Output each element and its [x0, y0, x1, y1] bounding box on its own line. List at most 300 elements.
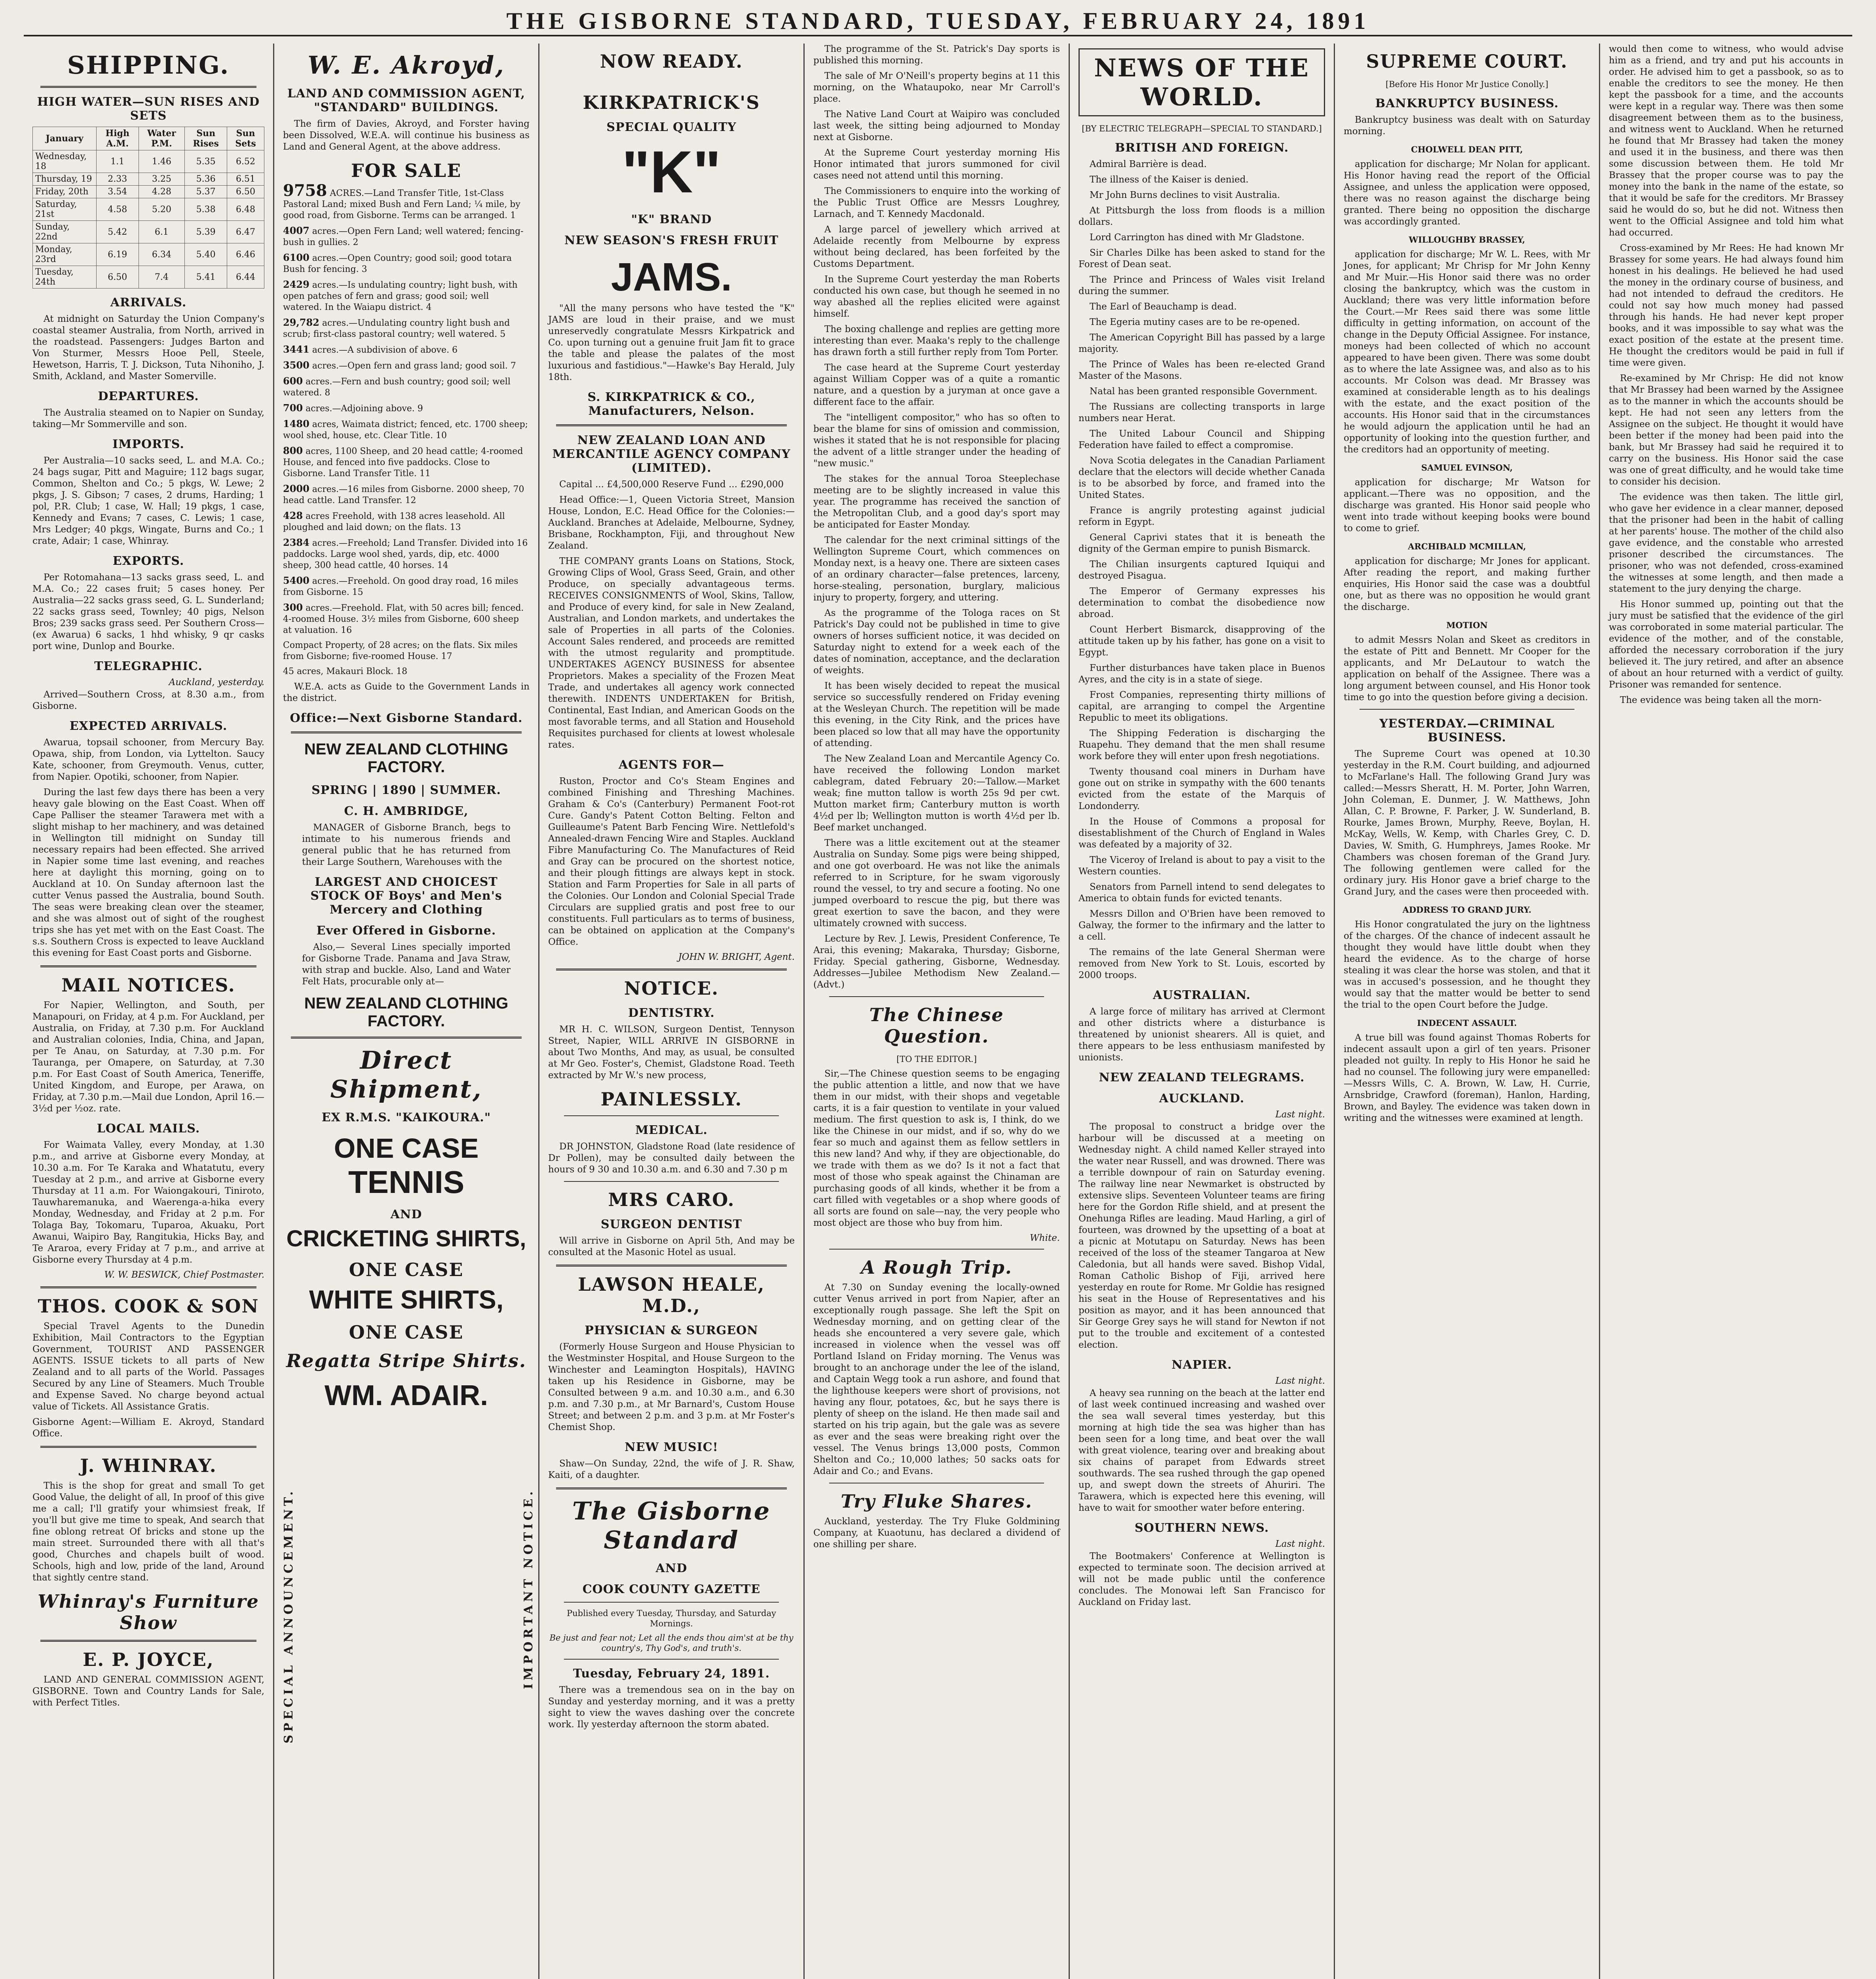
world-item: Lord Carrington has dined with Mr Gladstone.: [1090, 232, 1304, 243]
world-item: Natal has been granted responsible Government.: [1090, 386, 1318, 397]
listing-text: acres.—Freehold; Land Transfer. Divided into 16 paddocks. Large wool shed, yards, dip, etc. 4000 sheep, 300 head cattle, 40 horses. 14: [283, 538, 528, 570]
world-item: Sir Charles Dilke has been asked to stand for the Forest of Dean seat.: [1079, 248, 1325, 270]
tide-cell: 1.46: [139, 150, 185, 173]
news-item: At the Supreme Court yesterday morning His Honor intimated that jurors summoned for civil cases need not attend until this morning.: [813, 148, 1060, 181]
news-item: The boxing challenge and replies are getting more interesting than ever. Maaka's reply to the challenge has drawn forth a still further reply from Tom Porter.: [813, 324, 1060, 357]
divider: [40, 86, 256, 88]
clothing-heading: NEW ZEALAND CLOTHING FACTORY.: [304, 741, 509, 776]
world-item: At Pittsburgh the loss from floods is a million dollars.: [1079, 205, 1325, 227]
lawson-sub: PHYSICIAN & SURGEON: [585, 1324, 758, 1337]
case-text: application for discharge; Mr Jones for applicant. After reading the report, and making further enquiries, His Honor said the case was a doubtful one, but as there was no opposition he would grant the discharge.: [1344, 556, 1590, 612]
adair-label: WM. ADAIR.: [324, 1380, 488, 1411]
nzloan-office: Head Office:—1, Queen Victoria Street, Mansion House, London, E.C. Head Office for the Colonies:—Auckland. Branches at Adelaide, Melbourne, Sydney, Brisbane, Rockhampton, Fiji, and throughout New Zealand.: [548, 495, 795, 551]
tide-row: [33, 173, 264, 186]
listing-text: acres, 1100 Sheep, and 20 head cattle; 4-roomed House, and fenced into five paddocks. Close to Gisborne. Land Transfer Title. 11: [283, 446, 523, 479]
napier-dateline: Last night.: [1275, 1376, 1325, 1386]
divider: [556, 1487, 787, 1489]
listing-acreage: 700: [283, 402, 303, 414]
tide-cell: 6.44: [227, 266, 264, 289]
chinese-to-editor: [TO THE EDITOR.]: [896, 1054, 977, 1064]
divider: [291, 1037, 522, 1039]
listing-text: acres.—Fern and bush country; good soil; well watered. 8: [283, 377, 511, 398]
world-item: The Emperor of Germany expresses his determination to combat the disobedience now abroad.: [1079, 586, 1325, 619]
tide-cell: 6.52: [227, 150, 264, 173]
chinese-heading: The Chinese Question.: [869, 1004, 1004, 1047]
departures-heading: DEPARTURES.: [98, 389, 199, 403]
listing-acreage: 4007: [283, 225, 310, 236]
southern-dateline: Last night.: [1275, 1539, 1325, 1549]
news-item: As the programme of the Tologa races on St Patrick's Day could not be published in time to give owners of horses sufficient notice, it was decided on Saturday night to extend for a week each of the dates of nomination, acceptance, and the declaration of weights.: [813, 608, 1060, 676]
masthead: [24, 7, 1852, 36]
lawson-text: (Formerly House Surgeon and House Physician to the Westminster Hospital, and House Surgeon to the Winchester and Leamington Hospitals), HAVING taken up his Residence in Gisborne, may be Consulted between 9 a.m. and 10.30 a.m., and 6.30 p.m. and 7.30 p.m., at Mr Barnard's, Custom House Street; and between 2 p.m. and 3 p.m. at Mr Foster's Chemist Shop.: [548, 1342, 795, 1432]
indecent-text: A true bill was found against Thomas Roberts for indecent assault upon a girl of ten years. Prisoner pleaded not guilty. In reply to His Honor he said he had no counsel. The following jury were empanelled:—Messrs Wills, C. A. Brown, W. Law, H. Currie, Arnsbridge, Crawford (foreman), Hanlon, Harding, Brown, and Bayley. The evidence was taken down in writing and the witnesses were examined at length.: [1344, 1033, 1590, 1123]
world-item: The Russians are collecting transports in large numbers near Herat.: [1079, 402, 1325, 424]
exports-text: Per Rotomahana—13 sacks grass seed, L. and M.A. Co.; 22 cases fruit; 5 cases honey. Per Australia—22 sacks grass seed, G. L. Sunderland; 22 sacks grass seed, Townley; 40 pigs, Nelson Bros; 239 sacks grass seed. Per Southern Cross—(ex Awarua) 6 sacks, 1 hhd whisky, 9 qr casks port wine, Dunlop and Bourke.: [32, 572, 264, 651]
news-item: The calendar for the next criminal sittings of the Wellington Supreme Court, which commences on Monday next, is a heavy one. There are sixteen cases of an ordinary character—false pretences, larceny, horse-stealing, personation, burglary, malicious injury to property, forgery, and uttering.: [813, 535, 1060, 603]
whinray-signature: Whinray's Furniture Show: [38, 1591, 259, 1633]
direct-shipment-sub: EX R.M.S. "KAIKOURA.": [321, 1111, 491, 1124]
imports-text: Per Australia—10 sacks seed, L. and M.A. Co.; 24 bags sugar, Pitt and Maguire; 112 bags sugar, Common, Shelton and Co.; 5 pkgs, W. Lewe; 2 pkgs, J. S. Gibson; 7 cases, 2 drums, Harding; 1 pol, P.R. Club; 1 case, W. Hall; 19 pkgs, 1 case, Kennedy and Evans; 7 cases, C. Lewis; 1 case, Mrs Ledger; 40 pkgs, Wingate, Burns and Co.; 1 crate, Adair; 1 case, Whinray.: [32, 456, 264, 546]
world-item: France is angrily protesting against judicial reform in Egypt.: [1079, 505, 1325, 527]
land-listing: [283, 376, 530, 399]
tide-header-cell: Sun Rises: [185, 127, 227, 150]
tide-cell: 6.48: [227, 198, 264, 221]
divider: [40, 965, 256, 967]
now-ready-heading: NOW READY.: [600, 51, 743, 72]
world-item: The Earl of Beauchamp is dead.: [1090, 302, 1237, 312]
listing-acreage: 29,782: [283, 317, 319, 328]
tennis-label: TENNIS: [348, 1164, 465, 1200]
local-mails-heading: LOCAL MAILS.: [97, 1122, 200, 1136]
criminal-text: The Supreme Court was opened at 10.30 yesterday in the R.M. Court building, and adjourned to McFarlane's Hall. The following Grand Jury was called:—Messrs Sheratt, H. M. Porter, John Warren, John Coleman, E. Dunmer, J. W. Matthews, John Allan, C. P. Browne, F. Parker, J. W. Sunderland, B. Rourke, James Brown, Murphy, Reeve, Boylan, H. McKay, Wells, W. Kemp, with Charles Grey, C. D. Davies, W. Smith, G. Humphreys, James Rooke. Mr Chambers was chosen foreman of the Grand Jury. The following gentlemen were called for the ordinary jury. His Honor gave a brief charge to the Grand Jury, and the cases were then proceeded with.: [1344, 749, 1590, 897]
tide-cell: 6.34: [139, 243, 185, 266]
clothing-text: MANAGER of Gisborne Branch, begs to intimate to his numerous friends and general public that he has returned from their Large Southern, Warehouses with the: [302, 822, 511, 867]
joyce-text: LAND AND GENERAL COMMISSION AGENT, GISBORNE. Town and Country Lands for Sale, with Perfect Titles.: [32, 1675, 264, 1708]
news-item: The stakes for the annual Toroa Steeplechase meeting are to be slightly increased in value this year. The programme has received the sanction of the Metropolitan Club, and a good day's sport may be anticipated for Easter Monday.: [813, 474, 1060, 530]
nz-telegrams-heading: NEW ZEALAND TELEGRAMS.: [1099, 1071, 1305, 1084]
tide-row: [33, 243, 264, 266]
expected-text: Awarua, topsail schooner, from Mercury Bay. Opawa, ship, from London, via Lyttelton. Saucy Kate, schooner, from Greymouth. Venus, cutter, from Napier. Opotiki, schooner, from Napier.: [32, 737, 264, 782]
listing-acreage: 5400: [283, 575, 310, 586]
telegraphic-text: Arrived—Southern Cross, at 8.30 a.m., from Gisborne.: [32, 689, 264, 711]
mail-text: For Napier, Wellington, and South, per Manapouri, on Friday, at 4 p.m. For Auckland, per Australia, on Friday, at 7.30 p.m. For Auckland and Australian colonies, India, China, and Japan, per Te Anau, on Saturday, at 7.30 p.m. For Tauranga, per Omapere, on Saturday, at 7.30 p.m. For East Coast of South America, Teneriffe, United Kingdom, and Europe, per Arawa, on Friday, at 7.30 p.m.—Mail due London, April 16.—3½d per ½oz. rate.: [32, 1000, 264, 1114]
tide-cell: Friday, 20th: [33, 186, 97, 198]
divider: [40, 1446, 256, 1448]
paper-motto: Be just and fear not; Let all the ends thou aim'st at be thy country's, Thy God's, and truth's.: [549, 1633, 794, 1653]
clothing-manager: C. H. AMBRIDGE,: [344, 804, 469, 818]
listing-text: acres.—Is undulating country; light bush, with open patches of fern and grass; good soil; well watered. In the Waiapu district. 4: [283, 280, 518, 312]
cricketing-label: CRICKETING SHIRTS,: [286, 1226, 526, 1252]
tide-cell: 6.50: [97, 266, 139, 289]
departures-text: The Australia steamed on to Napier on Sunday, taking—Mr Sommerville and son.: [32, 408, 264, 429]
tide-row: [33, 198, 264, 221]
exports-heading: EXPORTS.: [112, 554, 184, 568]
divider: [829, 1249, 1044, 1250]
tide-cell: 5.35: [185, 150, 227, 173]
world-item: The Prince of Wales has been re-elected Grand Master of the Masons.: [1079, 359, 1325, 381]
listing-acreage: 2384: [283, 537, 310, 548]
divider: [556, 1265, 787, 1267]
vertical-banner-left: SPECIAL ANNOUNCEMENT.: [282, 1488, 296, 1743]
news-item: The "intelligent compositor," who has so often to bear the blame for sins of omission and commission, wishes it stated that he is not responsible for placing the advent of a little stranger under the heading of "new music.": [813, 412, 1060, 469]
land-listing: [283, 510, 530, 533]
listing-text: 45 acres, Makauri Block. 18: [283, 667, 408, 676]
tide-cell: 6.47: [227, 221, 264, 243]
news-item: It has been wisely decided to repeat the musical service so successfully rendered on Friday evening at the Wesleyan Church. The repetition will be made this evening, in the City Rink, and the prices have been placed so low that all may have the opportunity of attending.: [813, 681, 1060, 748]
world-item: The Chilian insurgents captured Iquiqui and destroyed Pisagua.: [1079, 559, 1325, 581]
nzloan-heading: NEW ZEALAND LOAN AND MERCANTILE AGENCY COMPANY (LIMITED).: [552, 433, 791, 475]
paper-date: Tuesday, February 24, 1891.: [573, 1667, 770, 1681]
joyce-heading: E. P. JOYCE,: [83, 1649, 214, 1670]
column-world-news: [1070, 44, 1334, 1979]
listing-acreage: 300: [283, 602, 303, 613]
paper-and: AND: [655, 1561, 687, 1575]
world-item: The United Labour Council and Shipping Federation have failed to effect a compromise.: [1079, 429, 1325, 450]
grand-jury-heading: ADDRESS TO GRAND JURY.: [1402, 905, 1532, 915]
masthead-title: THE GISBORNE STANDARD, TUESDAY, FEBRUARY 24, 1891: [506, 8, 1370, 34]
auckland-heading: AUCKLAND.: [1159, 1092, 1245, 1105]
listing-text: Compact Property, of 28 acres; on the flats. Six miles from Gisborne; five-roomed House. 17: [283, 640, 518, 661]
tide-cell: Saturday, 21st: [33, 198, 97, 221]
land-listing: [283, 225, 530, 248]
tide-cell: 5.20: [139, 198, 185, 221]
news-item: The Native Land Court at Waipiro was concluded last week, the sitting being adjourned to Monday next at Gisborne.: [813, 109, 1060, 142]
tide-cell: 6.50: [227, 186, 264, 198]
listing-text: acres.—16 miles from Gisborne. 2000 sheep, 70 head cattle. Land Transfer. 12: [283, 484, 524, 505]
lawson-heading: LAWSON HEALE, M.D.,: [578, 1274, 765, 1316]
listing-text: acres, Waimata district; fenced, etc. 1700 sheep; wool shed, house, etc. Clear Title. 10: [283, 420, 528, 441]
cook-agent: Gisborne Agent:—William E. Akroyd, Standard Office.: [32, 1417, 264, 1439]
supreme-heading: SUPREME COURT.: [1366, 51, 1568, 72]
world-item: Twenty thousand coal miners in Durham have gone out on strike in sympathy with the 600 tenants evicted from the estate of the Marquis of Londonderry.: [1079, 767, 1325, 811]
world-item: The Shipping Federation is discharging the Ruapehu. They demand that the men shall resume work before they will enter upon fresh negotiations.: [1079, 728, 1325, 762]
medical-heading: MEDICAL.: [635, 1123, 708, 1137]
lecture-text: Lecture by Rev. J. Lewis, President Conference, Te Arai, this evening; Makaraka, Thursday; Gisborne, Friday. Special gathering, Gisborne, Wednesday. Addresses—Jubilee Methodism New Zealand.—(Advt.): [813, 934, 1060, 990]
arrivals-heading: ARRIVALS.: [110, 296, 187, 310]
clothing-advert: [283, 741, 530, 1030]
caro-sub: SURGEON DENTIST: [601, 1217, 742, 1231]
world-item: Nova Scotia delegates in the Canadian Parliament declare that the electors will decide whether Canada is to be absorbed by force, and framed into the United States.: [1079, 456, 1325, 500]
wilson-text: MR H. C. WILSON, Surgeon Dentist, Tennyson Street, Napier, WILL ARRIVE IN GISBORNE in about Two Months, And may, as usual, be consulted at Mr Geo. Foster's, Chemist, Gladstone Road. Teeth extracted by Mr W.'s new process,: [548, 1024, 795, 1081]
listing-text: acres Freehold, with 138 acres leasehold. All ploughed and laid down; on the flats. 13: [283, 511, 505, 532]
tide-cell: 5.37: [185, 186, 227, 198]
clothing-offered: Ever Offered in Gisborne.: [316, 924, 496, 938]
land-listing: [283, 575, 530, 598]
column-shipping: [24, 44, 273, 1979]
music-heading: NEW MUSIC!: [625, 1440, 718, 1454]
southern-heading: SOUTHERN NEWS.: [1134, 1521, 1269, 1535]
tide-cell: 6.46: [227, 243, 264, 266]
indecent-heading: INDECENT ASSAULT.: [1417, 1018, 1517, 1028]
tide-cell: 2.33: [97, 173, 139, 186]
fluke-heading: Try Fluke Shares.: [841, 1491, 1033, 1512]
music-text: Shaw—On Sunday, 22nd, the wife of J. R. Shaw, Kaiti, of a daughter.: [548, 1459, 795, 1480]
world-item: The illness of the Kaiser is denied.: [1090, 175, 1249, 185]
land-listing: [283, 418, 530, 441]
australian-text: A large force of military has arrived at Clermont and other districts where a disturbance is threatened by unionist shearers. All is quiet, and there appears to be less enthusiasm manifested by unionists.: [1079, 1007, 1325, 1063]
fluke-text: Auckland, yesterday. The Try Fluke Goldmining Company, at Kuaotunu, has declared a dividend of one shilling per share.: [813, 1516, 1060, 1550]
tide-row: [33, 150, 264, 173]
listing-text: acres.—A subdivision of above. 6: [312, 345, 458, 355]
land-listing: [283, 666, 530, 677]
whinray-heading: J. WHINRAY.: [80, 1455, 217, 1476]
tide-cell: Thursday, 19: [33, 173, 97, 186]
tide-cell: 5.39: [185, 221, 227, 243]
column-court-continued: [1600, 44, 1852, 1979]
case-heading: ARCHIBALD MCMILLAN,: [1408, 541, 1526, 551]
cook-text: Special Travel Agents to the Dunedin Exhibition, Mail Contractors to the Egyptian Government, TOURIST AND PASSENGER AGENTS. ISSUE tickets to all parts of New Zealand and to all parts of the World. Passages Secured by any Line of Steamers. Much Trouble and Expense Saved. No charge beyond actual value of Tickets. All Assistance Gratis.: [32, 1321, 264, 1412]
tide-cell: 5.42: [97, 221, 139, 243]
southern-text: The Bootmakers' Conference at Wellington is expected to terminate soon. The decision arrived at will not be made public until the conference concludes. The Monowai left San Francisco for Auckland on Friday last.: [1079, 1551, 1325, 1607]
land-listing: [283, 181, 530, 221]
land-listing: [283, 640, 530, 662]
clothing-season: SPRING | 1890 | SUMMER.: [311, 783, 501, 797]
divider: [829, 996, 1044, 997]
listing-acreage: 428: [283, 510, 303, 521]
listing-acreage: 2000: [283, 483, 310, 494]
k-brand-label: "K" BRAND: [631, 213, 712, 226]
tide-row: [33, 221, 264, 243]
world-item: The Egeria mutiny cases are to be re-opened.: [1090, 317, 1300, 327]
agent-signature: JOHN W. BRIGHT, Agent.: [678, 952, 795, 962]
tide-cell: 1.1: [97, 150, 139, 173]
tide-cell: Sunday, 22nd: [33, 221, 97, 243]
caro-text: Will arrive in Gisborne on April 5th, And may be consulted at the Masonic Hotel as usual.: [548, 1236, 795, 1257]
direct-shipment-heading: Direct Shipment,: [330, 1046, 482, 1103]
news-item: In the Supreme Court yesterday the man Roberts conducted his own case, but though he seemed in no way abashed all the replies elicited were against himself.: [813, 274, 1060, 319]
case-text: application for discharge; Mr W. L. Rees, with Mr Jones, for applicant; Mr Chrisp for Mr John Kenny and Mr Muir.—His Honor said there was no order closing the bankruptcy, which was the custom in Auckland; there was very little information before the Court.—Mr Rees said there was some little difficulty in getting information, on account of the change in the Deputy Official Assignee. For instance, moneys had been collected of which no account appeared to have been given. There was some doubt as to where the late Assignee was, and also as to his accounts. Mr Colson was dead. Mr Brassey was examined at considerable length as to his dealings with the estate, and the exact position of the accounts. His Honor said that in the circumstances he would adjourn the application until he had an opportunity of looking into the question further, and the creditors had an opportunity of meeting.: [1344, 249, 1590, 455]
divider: [1360, 709, 1574, 710]
vertical-banner-right: IMPORTANT NOTICE.: [522, 1488, 535, 1689]
tide-cell: 4.58: [97, 198, 139, 221]
nzloan-capital: Capital ... £4,500,000 Reserve Fund ... £290,000: [559, 479, 784, 490]
tide-header-cell: Water P.M.: [139, 127, 185, 150]
notice-heading: NOTICE.: [624, 978, 719, 999]
tide-header-cell: High A.M.: [97, 127, 139, 150]
regatta-label: Regatta Stripe Shirts.: [286, 1350, 526, 1371]
tide-cell: 5.36: [185, 173, 227, 186]
land-listing: [283, 537, 530, 571]
akroyd-text: The firm of Davies, Akroyd, and Forster having been Dissolved, W.E.A. will continue his business as Land and General Agent, at the above address.: [283, 119, 530, 152]
world-item: General Caprivi states that it is beneath the dignity of the German empire to punish Bismarck.: [1079, 532, 1325, 554]
court-text: Re-examined by Mr Chrisp: He did not know that Mr Brassey had been warned by the Assignee as to the manner in which the accounts should be kept. He had not seen any letters from the Assignee on the subject. He thought it would have been better if the money had been paid into the bank, but Mr Brassey had said he required it to carry on the business. His Honor said the case was one of great difficulty, and he would take time to consider his decision.: [1609, 373, 1844, 487]
supreme-sub: [Before His Honor Mr Justice Conolly.]: [1385, 80, 1549, 89]
dentistry-heading: DENTISTRY.: [628, 1006, 715, 1020]
mail-signature: W. W. BESWICK, Chief Postmaster.: [104, 1270, 264, 1280]
tide-heading: HIGH WATER—SUN RISES AND SETS: [37, 95, 260, 123]
news-item: The sale of Mr O'Neill's property begins at 11 this morning, on the Whataupoko, near Mr Carroll's place.: [813, 71, 1060, 104]
world-item: Admiral Barrière is dead.: [1090, 159, 1207, 169]
world-item: Count Herbert Bismarck, disapproving of the attitude taken up by his father, has gone on a visit to Egypt.: [1079, 625, 1325, 658]
column-akroyd: [274, 44, 538, 1979]
world-item: The remains of the late General Sherman were removed from New York to St. Louis, escorted by 2000 troops.: [1079, 947, 1325, 980]
divider: [40, 1640, 256, 1642]
expected-heading: EXPECTED ARRIVALS.: [69, 719, 228, 733]
land-listing: [283, 602, 530, 636]
grand-jury-text: His Honor congratulated the jury on the lightness of the charges. Of the chance of indecent assault he thought they would have little doubt when they heard the evidence. As to the charge of horse stealing it was clear the horse was stolen, and that it was in accused's possession, and he thought they would say that the matter would be better to send the trial to the open Court before the Judge.: [1344, 919, 1590, 1010]
listing-text: acres.—Freehold. Flat, with 50 acres bill; fenced. 4-roomed House. 3½ miles from Gisborne, 600 sheep at valuation. 16: [283, 603, 524, 635]
news-banner: [1079, 48, 1325, 116]
one-case-label: ONE CASE: [349, 1259, 464, 1280]
court-text: The evidence was being taken all the morn-: [1620, 695, 1822, 705]
tide-cell: 5.40: [185, 243, 227, 266]
listing-text: acres.—Open fern and grass land; good soil. 7: [312, 361, 516, 371]
paper-name: The Gisborne Standard: [572, 1497, 771, 1554]
clothing-footer: NEW ZEALAND CLOTHING FACTORY.: [304, 995, 509, 1030]
land-listing: [283, 445, 530, 479]
kirkpatrick-quote: "All the many persons who have tested the "K" JAMS are loud in their praise, and we must unreservedly congratulate Messrs Kirkpatrick and Co. upon turning out a genuine fruit Jam fit to grace the table and please the palates of the most luxurious and fastidious."—Hawke's Bay Herald, July 18th.: [548, 303, 795, 382]
clothing-stock: LARGEST AND CHOICEST STOCK OF Boys' and Men's Mercery and Clothing: [310, 875, 502, 917]
johnston-text: DR JOHNSTON, Gladstone Road (late residence of Dr Pollen), may be consulted daily between the hours of 9 30 and 10.30 a.m. and 6.30 and 7.30 p m: [548, 1141, 795, 1175]
divider: [556, 969, 787, 971]
case-heading: CHOLWELL DEAN PITT,: [1411, 144, 1523, 154]
listing-text: acres.—Undulating country light bush and scrub; first-class pastoral country; well watered. 5: [283, 318, 510, 339]
divider: [40, 1286, 256, 1288]
tide-cell: 5.38: [185, 198, 227, 221]
chinese-signature: White.: [1030, 1233, 1060, 1243]
world-item: In the House of Commons a proposal for disestablishment of the Church of England in Wales was defeated by a majority of 32.: [1079, 817, 1325, 850]
listing-acreage: 9758: [283, 181, 327, 200]
world-item: Frost Companies, representing thirty millions of capital, are arranging to compel the Argentine Republic to meet its obligations.: [1079, 690, 1325, 723]
news-heading: NEWS OF THE WORLD.: [1094, 53, 1310, 111]
divider: [564, 1659, 779, 1660]
paper-gazette: COOK COUNTY GAZETTE: [582, 1582, 761, 1596]
nzloan-text: THE COMPANY grants Loans on Stations, Stock, Growing Clips of Wool, Grass Seed, Grain, and other Produce, on specially advantageous terms. RECEIVES CONSIGNMENTS of Wool, Skins, Tallow, and Produce of every kind, for sale in New Zealand, Australian, and London markets, and undertakes the sale of Properties in all parts of the Colonies. Account Sales rendered, and proceeds are remitted with the utmost regularity and promptitude. UNDERTAKES AGENCY BUSINESS for absentee Proprietors. Makes a speciality of the Frozen Meat Trade, and undertakes all agency work connected therewith. INDENTS UNDERTAKEN for British, Continental, East Indian, and American Goods on the most favorable terms, and all Station and Household Requisites purchased for clients at lowest wholesale rates.: [548, 556, 795, 750]
kirkpatrick-signature: S. KIRKPATRICK & CO., Manufacturers, Nelson.: [587, 390, 756, 418]
auckland-text: The proposal to construct a bridge over the harbour will be discussed at a meeting on Wednesday night. A child named Keller strayed into the water near Russell, and was drowned. There was a terrible downpour of rain on Saturday evening. The railway line near Newmarket is obstructed by extensive slips. Seventeen Volunteer teams are firing here for the Gordon Rifle shield, and at present the Onehunga Rifles are leading. Maud Harling, a girl of fourteen, was drowned by the upsetting of a boat at a picnic at Motutapu on Saturday. News has been received of the loss of the steamer Tangaroa at New Caledonia, but all hands were saved. Bishop Vidal, Roman Catholic Bishop of Fiji, arrived here yesterday en route for Rome. Mr Goldie has resigned his seat in the House of Representatives and his position as mayor, and it has been announced that Sir George Grey says he will stand for Newton if not put to the trouble and excitement of a contested election.: [1079, 1122, 1325, 1350]
bankruptcy-intro: Bankruptcy business was dealt with on Saturday morning.: [1344, 115, 1590, 137]
akroyd-heading: W. E. Akroyd,: [308, 51, 505, 80]
listing-text: acres.—Adjoining above. 9: [306, 404, 423, 414]
bankruptcy-heading: BANKRUPTCY BUSINESS.: [1375, 97, 1559, 110]
news-item: A large parcel of jewellery which arrived at Adelaide recently from Melbourne by express without being declared, has been forfeited by the Customs Department.: [813, 224, 1060, 269]
listing-acreage: 600: [283, 375, 303, 387]
column-local-news: [805, 44, 1069, 1979]
one-case-label: ONE CASE: [349, 1322, 464, 1343]
k-brand-mark: "K": [622, 139, 721, 205]
land-listing: [283, 360, 530, 372]
paper-published: Published every Tuesday, Thursday, and Saturday Mornings.: [567, 1609, 776, 1628]
trip-heading: A Rough Trip.: [861, 1257, 1012, 1278]
news-item: The programme of the St. Patrick's Day sports is published this morning.: [813, 44, 1060, 66]
cook-heading: THOS. COOK & SON: [38, 1295, 259, 1317]
world-item: Mr John Burns declines to visit Australia.: [1090, 190, 1280, 200]
imports-heading: IMPORTS.: [112, 437, 184, 451]
tide-cell: 3.25: [139, 173, 185, 186]
tide-header-cell: Sun Sets: [227, 127, 264, 150]
akroyd-office: Office:—Next Gisborne Standard.: [290, 711, 523, 725]
tide-row: [33, 186, 264, 198]
napier-heading: NAPIER.: [1172, 1358, 1232, 1372]
column-kirkpatrick: [539, 44, 803, 1979]
tide-cell: Wednesday, 18: [33, 150, 97, 173]
napier-text: A heavy sea running on the beach at the latter end of last week continued increasing and washed over the sea wall several times yesterday, but this morning at high tide the sea was higher than has been seen for a long time, and beat over the wall with great violence, tearing over and breaking about six chains of parapet from Edwards street southwards. The sea rushed through the gap opened up, and swept down the streets of Ahuriri. The Tarawera, which is expected here this evening, will have to wait for smoother water before entering.: [1079, 1388, 1325, 1513]
australian-heading: AUSTRALIAN.: [1153, 988, 1251, 1002]
whinray-poem: This is the shop for great and small To get Good Value, the delight of all, In proof of this give me a call; I'll gratify your whimsiest freak, If you'll but give me time to speak, And search that fine oblong retreat Of bricks and stone up the main street. Surrounded there with all that's good, Churches and chapels built of wood. Schools, high and low, pride of the land, Around that sightly centre stand.: [32, 1481, 264, 1583]
local-mails-text: For Waimata Valley, every Monday, at 1.30 p.m., and arrive at Gisborne every Monday, at 10.30 a.m. For Te Karaka and Whatatutu, every Tuesday at 2 p.m., and arrive at Gisborne every Thursday at 11 a.m. For Waiongakouri, Tiniroto, Tauwharemanuka, and Waerenga-a-hika every Monday, Wednesday, and Friday at 2 p.m. For Tolaga Bay, Tokomaru, Tuparoa, Akuaku, Port Awanui, Waipiro Bay, Rangitukia, Hicks Bay, and Te Araroa, every Friday at 7 p.m., and arrive at Gisborne every Thursday at 4 p.m.: [32, 1140, 264, 1265]
tide-cell: 5.41: [185, 266, 227, 289]
divider: [564, 1602, 779, 1603]
court-text: Cross-examined by Mr Rees: He had known Mr Brassey for some years. He had always found him honest in his dealings. He believed he had used the money in the ordinary course of business, and had not intended to defraud the creditors. He could not say how much money had passed through his hands. He had never kept proper books, and it was impossible to say what was the exact position of the estate at the present time. He thought the creditors would be paid in full if time were given.: [1609, 243, 1844, 368]
court-text: His Honor summed up, pointing out that the jury must be satisfied that the evidence of the girl was corroborated in some material particular. The evidence of the mother, and of the constable, afforded the necessary corroboration if the jury believed it. The jury retired, and after an absence of about an hour returned with a verdict of guilty. Prisoner was remanded for sentence.: [1609, 599, 1844, 690]
tide-header-cell: January: [33, 127, 97, 150]
listing-acreage: 6100: [283, 252, 310, 263]
case-text: application for discharge; Mr Watson for applicant.—There was no opposition, and the discharge was granted. His Honor said people who went into trade without keeping books were bound to come to grief.: [1344, 477, 1590, 534]
world-item: Messrs Dillon and O'Brien have been removed to Galway, the former to the infirmary and the latter to a cell.: [1079, 909, 1325, 942]
one-case-label: ONE CASE: [334, 1133, 479, 1164]
listing-text: acres.—Open Fern Land; well watered; fencing-bush in gullies. 2: [283, 226, 524, 247]
akroyd-subheading: LAND AND COMMISSION AGENT, "STANDARD" BUILDINGS.: [287, 87, 526, 114]
trip-text: At 7.30 on Sunday evening the locally-owned cutter Venus arrived in port from Napier, after an exceptionally rough passage. She left the Spit on Wednesday morning, and on getting clear of the heads she encountered a very severe gale, which increased in violence when the vessel was off Portland Island on Friday morning. The Venus was brought to an anchorage under the lee of the island, and Captain Wegg took a run ashore, and found that the lighthouse keepers were short of provisions, not having any flour, potatoes, &c, but he says there is plenty of sheep on the island. He then made sail and started on his trip again, but the gale was as severe as ever and the seas were breaking right over the vessel. The Venus brings 13,000 posts, Common Shelton and Co.; 10,000 lathes; 50 sacks oats for Adair and Co.; and Evans.: [813, 1282, 1060, 1476]
news-item: There was a little excitement out at the steamer Australia on Sunday. Some pigs were being shipped, and one got overboard. He was not like the animals referred to in Scripture, for he swam vigorously round the vessel, to try and secure a footing. No one jumped overboard to rescue the pig, but there was great exertion to save the bacon, and they were ultimately crowned with success.: [813, 838, 1060, 929]
world-item: The Viceroy of Ireland is about to pay a visit to the Western counties.: [1079, 855, 1325, 877]
case-heading: MOTION: [1446, 620, 1488, 630]
tide-cell: 3.54: [97, 186, 139, 198]
listing-text: acres.—Open Country; good soil; good totara Bush for fencing. 3: [283, 253, 512, 274]
akroyd-footer: W.E.A. acts as Guide to the Government Lands in the district.: [283, 682, 530, 703]
divider: [564, 1115, 779, 1116]
arrivals-text: At midnight on Saturday the Union Company's coastal steamer Australia, from North, arrived in the roadstead. Passengers: Judges Barton and Von Sturmer, Messrs Hooe Pell, Steele, Hewetson, Harris, T. J. Dickson, Tuta Nihoniho, J. Smith, Ackland, and Master Somerville.: [32, 314, 264, 382]
tide-table: [32, 127, 264, 289]
case-heading: SAMUEL EVINSON,: [1421, 463, 1513, 473]
painlessly-label: PAINLESSLY.: [600, 1088, 742, 1110]
news-item: The Commissioners to enquire into the working of the Public Trust Office are Messrs Loughrey, Larnach, and T. Kennedy Macdonald.: [813, 186, 1060, 219]
lead-text: There was a tremendous sea on in the bay on Sunday and yesterday morning, and it was a pretty sight to view the waves dashing over the concrete work. Ily yesterday afternoon the storm abated.: [548, 1685, 795, 1730]
tide-cell: 7.4: [139, 266, 185, 289]
divider: [556, 424, 787, 426]
telegraphic-dateline: Auckland, yesterday.: [169, 677, 264, 688]
kirkpatrick-special: SPECIAL QUALITY: [606, 120, 737, 134]
fresh-fruit-label: NEW SEASON'S FRESH FRUIT: [564, 234, 779, 247]
telegraphic-heading: TELEGRAPHIC.: [94, 659, 203, 673]
tide-header-row: [33, 127, 264, 150]
listing-text: acres.—Freehold. On good dray road, 16 miles from Gisborne. 15: [283, 576, 518, 597]
world-item: Senators from Parnell intend to send delegates to America to obtain funds for evicted tenants.: [1079, 882, 1325, 904]
court-text: would then come to witness, who would advise him as a friend, and try and put his accounts in order. He advised him to get a passbook, so as to enable the creditors to see the money. He then kept the passbook for a time, and the accounts were kept in a regular way. There was then some disagreement between them as to the business, and witness went to Auckland. When he returned he found that Mr Brassey had taken the money and used it in the business, and there was then some discussion between them. He told Mr Brassey that the proper course was to pay the money into the bank in the name of the estate, so that it would be safe for the creditors. Mr Brassey said he would do so, but he did not. Witness then went to the Official Assignee and told him what had occurred.: [1609, 44, 1844, 238]
mail-heading: MAIL NOTICES.: [61, 974, 235, 996]
land-listing: [283, 403, 530, 414]
kirkpatrick-heading: KIRKPATRICK'S: [583, 92, 760, 113]
tide-cell: 4.28: [139, 186, 185, 198]
world-item: The Prince and Princess of Wales visit Ireland during the summer.: [1079, 275, 1325, 296]
world-item: Further disturbances have taken place in Buenos Ayres, and the city is in a state of siege.: [1079, 663, 1325, 685]
and-label: AND: [390, 1208, 422, 1221]
news-sub: [BY ELECTRIC TELEGRAPH—SPECIAL TO STANDARD.]: [1082, 124, 1322, 133]
land-listing: [283, 344, 530, 356]
news-item: The case heard at the Supreme Court yesterday against William Copper was of a quite a romantic nature, and a question by a juryman at once gave a different face to the affair.: [813, 363, 1060, 407]
divider: [291, 731, 522, 733]
court-text: The evidence was then taken. The little girl, who gave her evidence in a clear manner, deposed that the prisoner had been in the habit of calling at her parents' house. The mother of the child also gave evidence, and the constable who arrested prisoner described the circumstances. The prisoner, who was not defended, cross-examined the witnesses at some length, and then made a statement to the jury denying the charge.: [1609, 492, 1844, 594]
tide-row: [33, 266, 264, 289]
british-heading: BRITISH AND FOREIGN.: [1115, 141, 1289, 155]
world-item: The American Copyright Bill has passed by a large majority.: [1079, 332, 1325, 354]
listing-acreage: 1480: [283, 418, 310, 429]
weather-text: During the last few days there has been a very heavy gale blowing on the East Coast. When off Cape Palliser the steamer Tarawera met with a slight mishap to her machinery, and was detained in Wellington till midnight on Sunday till necessary repairs had been effected. She arrived in Napier some time last evening, and reaches here at daylight this morning, going on to Auckland at 10. On Sunday afternoon last the cutter Venus passed the Australia, bound South. The seas were breaking clean over the steamer, and she was almost out of sight of the roughest trips she has yet met with on the East Coast. The s.s. Southern Cross is expected to leave Auckland this evening for East Coast ports and Gisborne.: [32, 787, 264, 958]
divider: [564, 1181, 779, 1182]
tide-cell: 6.19: [97, 243, 139, 266]
case-text: to admit Messrs Nolan and Skeet as creditors in the estate of Pitt and Bennett. Mr Cooper for the applicants, and Mr DeLautour to watch the application on behalf of the Assignee. There was a long argument between counsel, and His Honor took time to go into the question before giving a decision.: [1344, 635, 1590, 703]
case-text: application for discharge; Mr Nolan for applicant. His Honor having read the report of the Official Assignee, and unless the application were opposed, there was no reason against the discharge being granted. There being no opposition the discharge was accordingly granted.: [1344, 159, 1590, 227]
land-listing: [283, 279, 530, 313]
listing-acreage: 2429: [283, 279, 310, 290]
tide-cell: Tuesday, 24th: [33, 266, 97, 289]
listing-text: ACRES.—Land Transfer Title, 1st-Class Pastoral Land; mixed Bush and Fern Land; ¼ mile, by good road, from Gisborne. Terms can be arranged. 1: [283, 188, 520, 220]
land-listing: [283, 317, 530, 340]
column-supreme-court: [1335, 44, 1599, 1979]
listing-acreage: 3441: [283, 344, 310, 355]
shipping-heading: SHIPPING.: [67, 51, 230, 80]
auckland-dateline: Last night.: [1275, 1109, 1325, 1120]
